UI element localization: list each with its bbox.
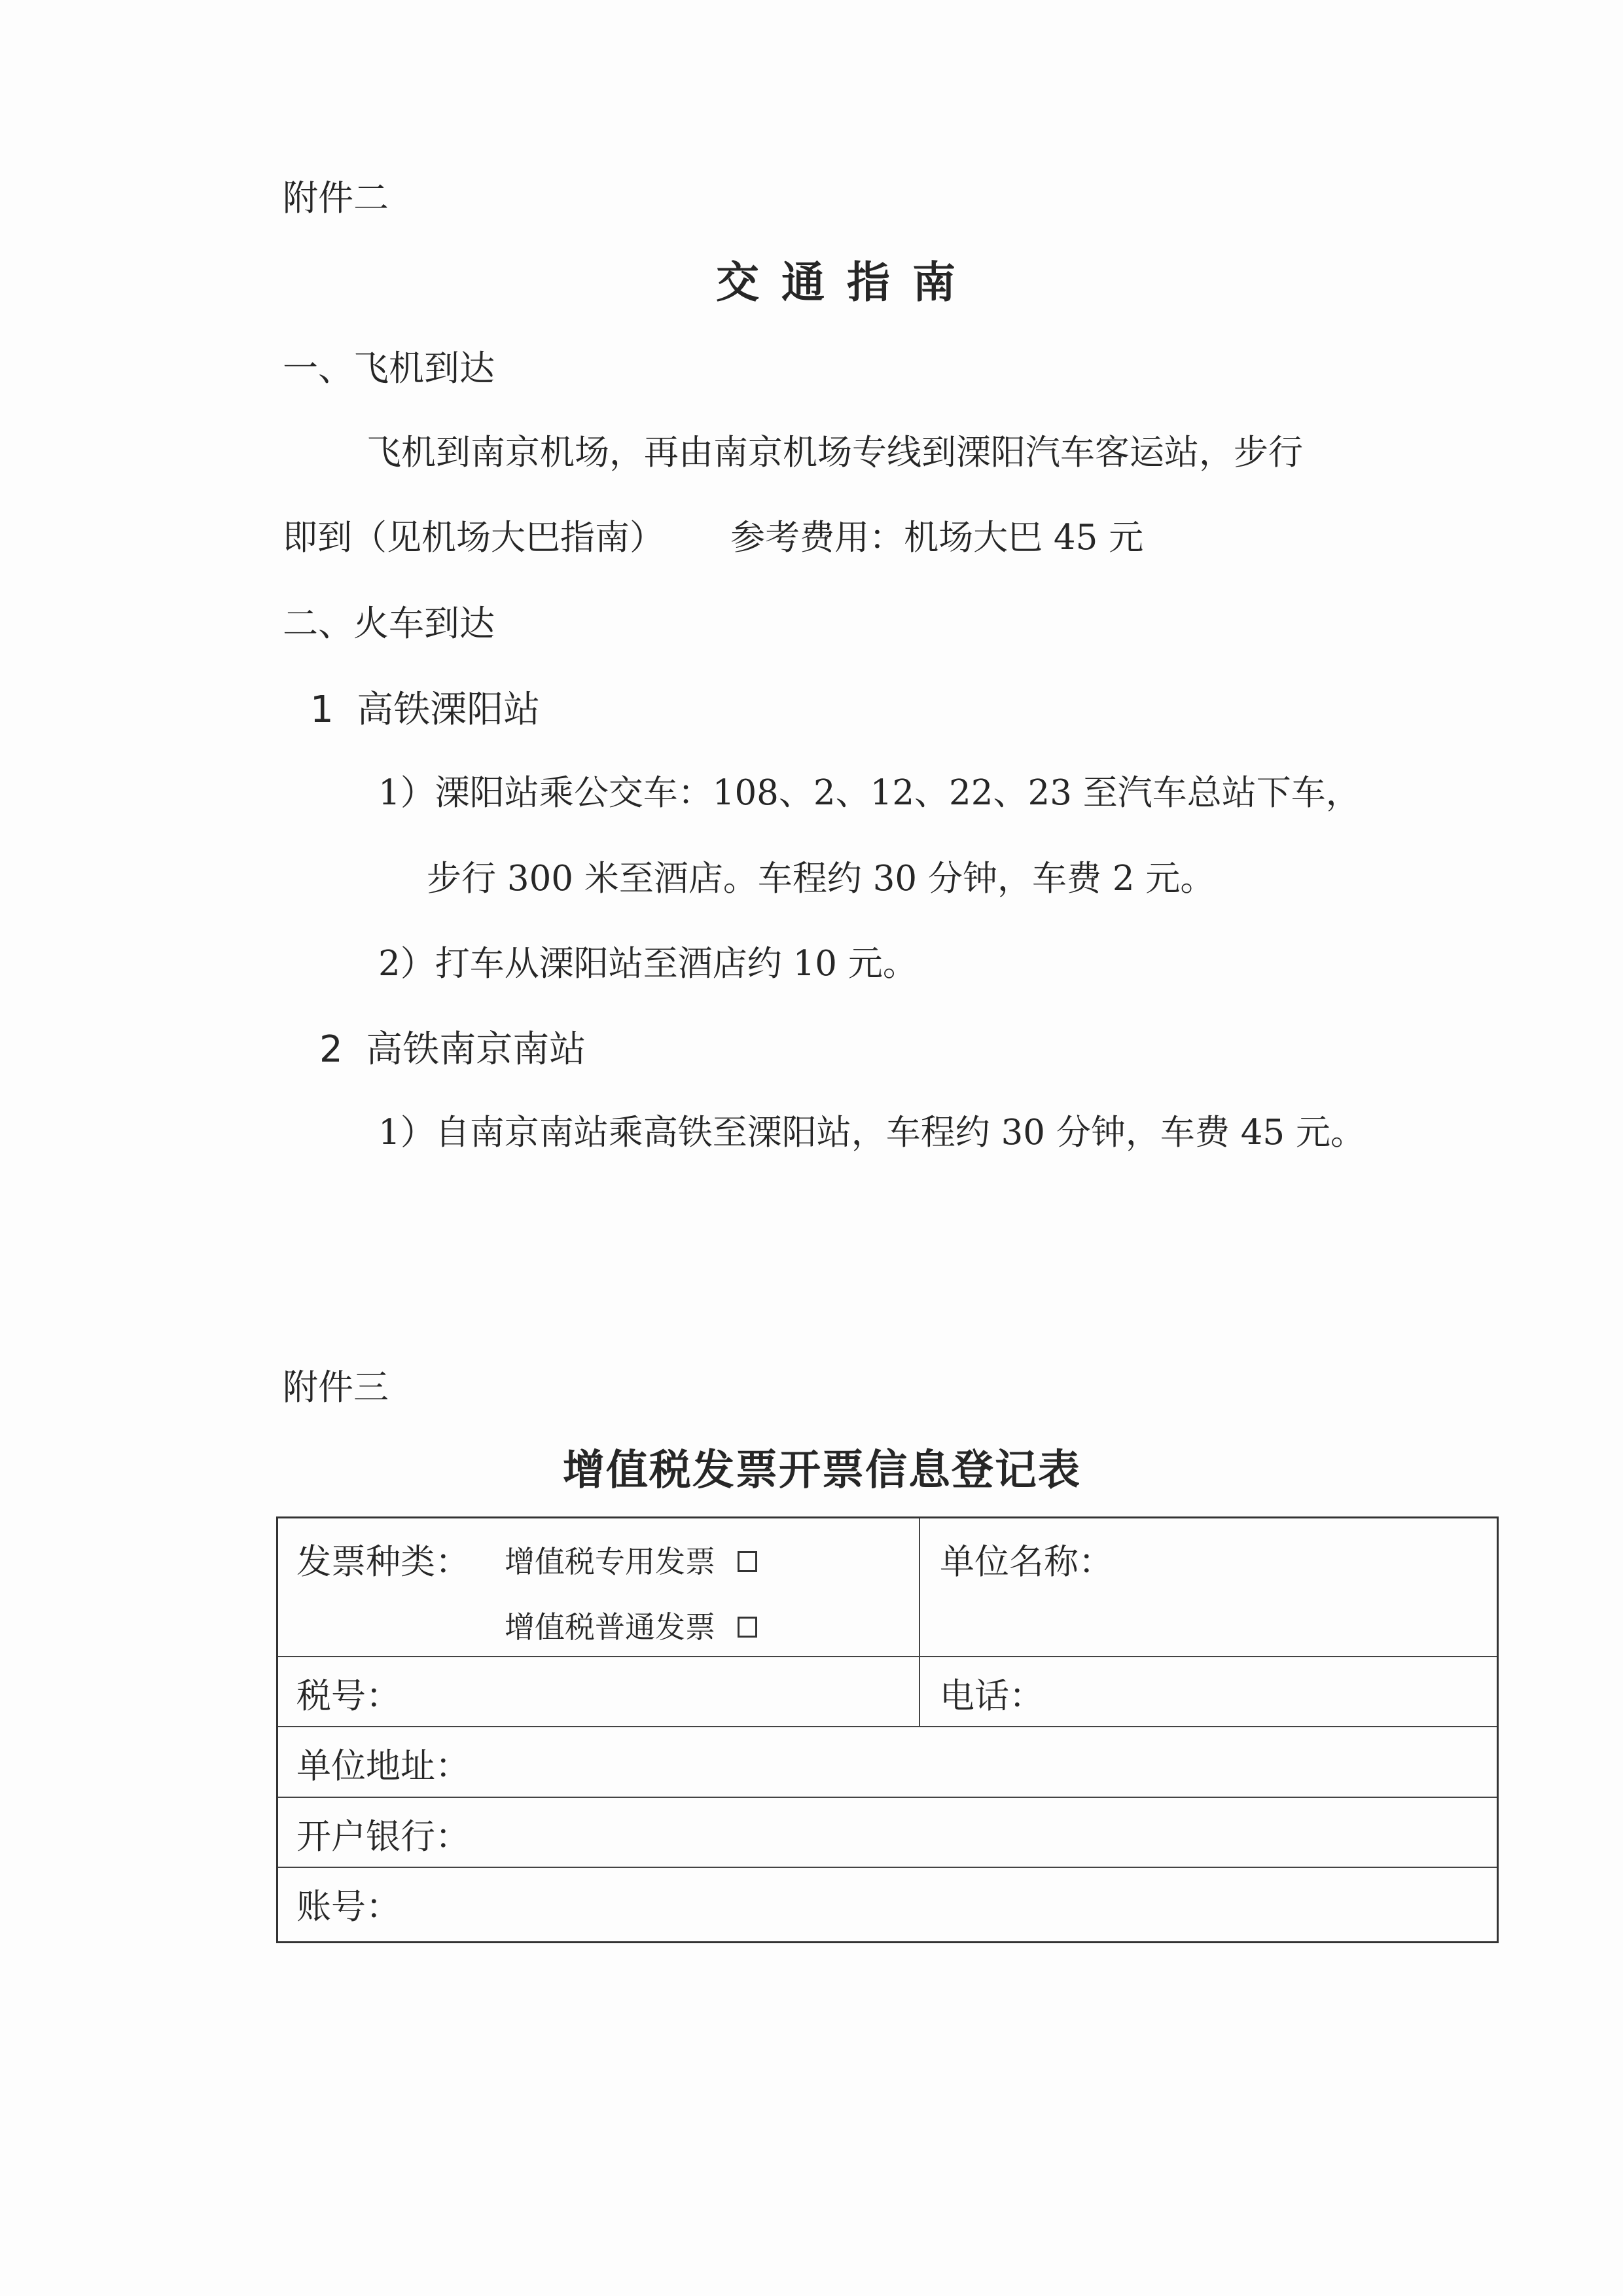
table-column-divider bbox=[919, 1518, 920, 1727]
section-airplane-heading: 一、飞机到达 bbox=[283, 348, 495, 389]
transport-guide-title: 交通指南 bbox=[716, 257, 978, 308]
bank-label: 开户银行： bbox=[296, 1817, 470, 1857]
ordinary-invoice-option[interactable] bbox=[505, 1609, 757, 1645]
account-number-label: 账号： bbox=[296, 1887, 401, 1927]
airplane-line-1: 飞机到南京机场，再由南京机场专线到溧阳汽车客运站，步行 bbox=[366, 433, 1303, 473]
special-invoice-checkbox[interactable] bbox=[738, 1551, 757, 1572]
phone-label: 电话： bbox=[940, 1676, 1044, 1716]
invoice-info-table bbox=[276, 1516, 1499, 1943]
airplane-line-2: 即到（见机场大巴指南） 参考费用：机场大巴 45 元 bbox=[283, 518, 1144, 558]
ordinary-invoice-checkbox[interactable] bbox=[738, 1617, 757, 1638]
table-row-divider bbox=[278, 1797, 1497, 1798]
company-name-label: 单位名称： bbox=[940, 1542, 1113, 1582]
tax-number-label: 税号： bbox=[296, 1676, 401, 1716]
table-row-divider bbox=[278, 1726, 1497, 1727]
company-address-label: 单位地址： bbox=[296, 1746, 470, 1786]
section-train-heading: 二、火车到达 bbox=[283, 603, 495, 644]
attachment-2-label: 附件二 bbox=[283, 177, 389, 219]
nanjing-south-line: 1）自南京南站乘高铁至溧阳站，车程约 30 分钟，车费 45 元。 bbox=[378, 1113, 1365, 1153]
invoice-type-label: 发票种类： bbox=[296, 1542, 470, 1582]
table-row-divider bbox=[278, 1867, 1497, 1868]
table-row-divider bbox=[278, 1656, 1497, 1657]
invoice-form-title: 增值税发票开票信息登记表 bbox=[563, 1446, 1081, 1495]
special-invoice-option[interactable] bbox=[505, 1544, 757, 1579]
liyang-bus-line-1: 1）溧阳站乘公交车：108、2、12、22、23 至汽车总站下车， bbox=[378, 773, 1361, 813]
nanjing-south-heading: 2 高铁南京南站 bbox=[319, 1028, 586, 1071]
ordinary-invoice-label: 增值税普通发票 bbox=[505, 1609, 715, 1645]
liyang-taxi-line: 2）打车从溧阳站至酒店约 10 元。 bbox=[378, 944, 918, 984]
liyang-station-heading: 1 高铁溧阳站 bbox=[310, 689, 541, 731]
attachment-3-label: 附件三 bbox=[283, 1367, 389, 1408]
liyang-bus-line-2: 步行 300 米至酒店。车程约 30 分钟，车费 2 元。 bbox=[427, 859, 1215, 899]
special-invoice-label: 增值税专用发票 bbox=[505, 1544, 715, 1579]
